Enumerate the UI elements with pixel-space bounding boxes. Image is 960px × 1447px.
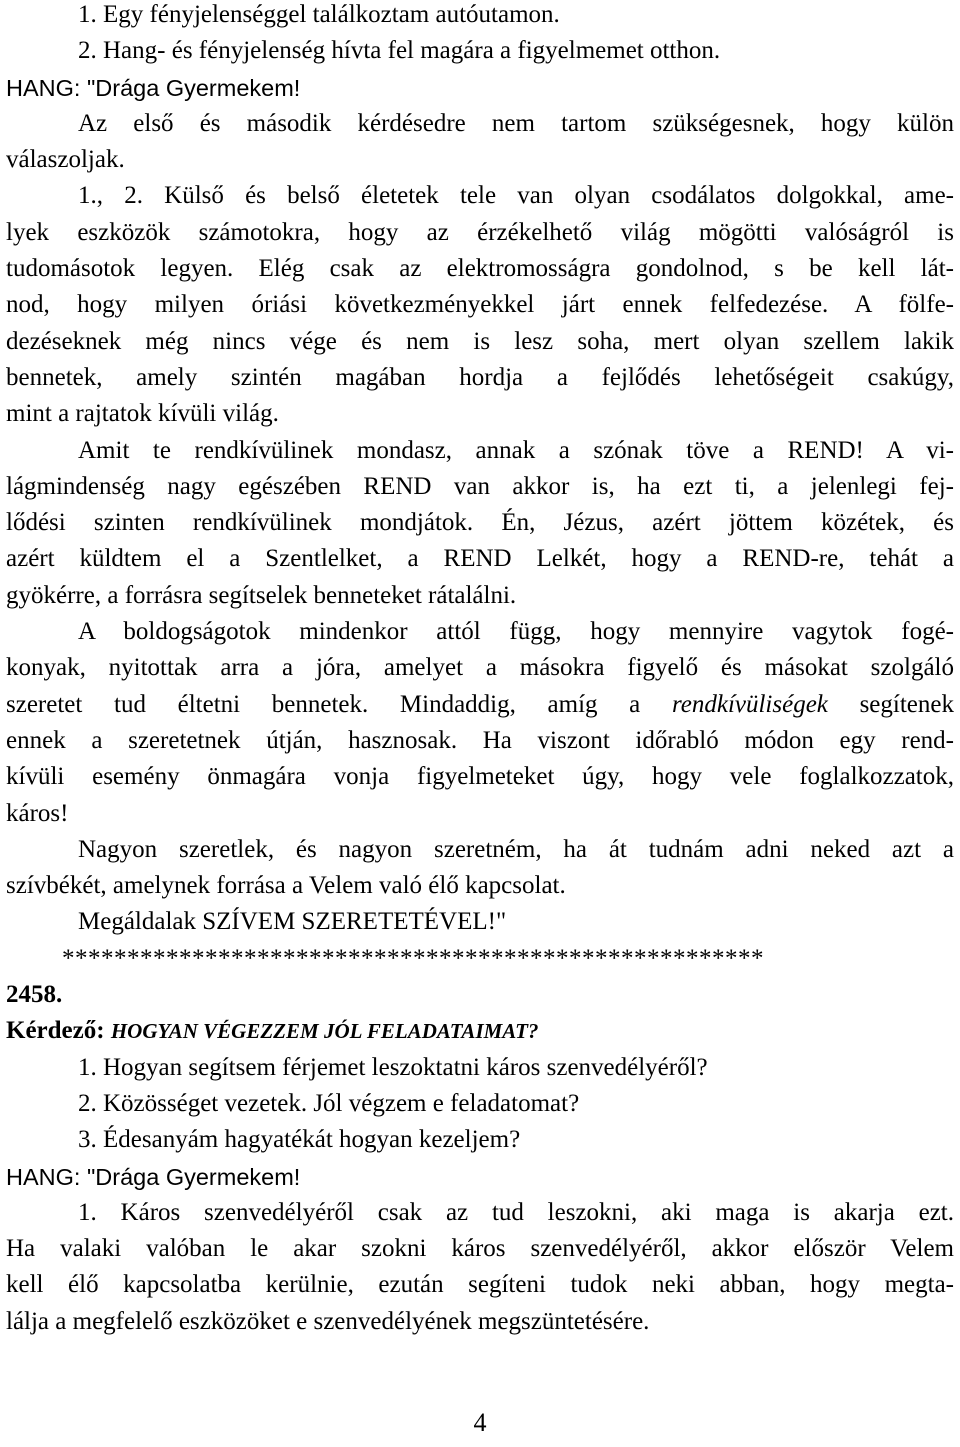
list-item: 2. Hang- és fényjelenség hívta fel magára a figyelmemet otthon. (78, 37, 721, 65)
paragraph-line: kívüli esemény önmagára vonja figyelmeteket úgy, hogy vele foglalkozzatok, (6, 763, 954, 791)
paragraph-line: 1., 2. Külső és belső életetek tele van olyan csodálatos dolgokkal, ame- (78, 182, 954, 210)
paragraph-line: lyek eszközök számotokra, hogy az érzékelhető világ mögötti valóságról is (6, 218, 954, 246)
paragraph-line: szívbékét, amelynek forrása a Velem való élő kapcsolat. (6, 872, 566, 900)
paragraph-line: mint a rajtatok kívüli világ. (6, 400, 279, 428)
paragraph-line: Amit te rendkívülinek mondasz, annak a szónak töve a REND! A vi- (78, 436, 954, 464)
paragraph-line: kell élő kapcsolatba kerülnie, ezután segíteni tudok neki abban, hogy megta- (6, 1271, 954, 1299)
paragraph-line: bennetek, amely szintén magában hordja a fejlődés lehetőségeit csakúgy, (6, 363, 954, 391)
paragraph-line: gyökérre, a forrásra segítselek benneteket rátalálni. (6, 581, 517, 609)
question-item: 3. Édesanyám hagyatékát hogyan kezeljem? (78, 1126, 521, 1154)
hang-label: HANG: "Drága Gyermekem! (6, 1163, 301, 1190)
paragraph-line: A boldogságotok mindenkor attól függ, hogy mennyire vagytok fogé- (78, 618, 954, 646)
paragraph-line: Ha valaki valóban le akar szokni káros szenvedélyéről, akkor először Velem (6, 1235, 954, 1263)
paragraph-line: káros! (6, 799, 69, 827)
blessing-line: Megáldalak SZÍVEM SZERETETÉVEL!" (78, 908, 507, 936)
paragraph-line: ennek a szeretetnek útján, hasznosak. Ha viszont időrabló módon egy rend- (6, 726, 954, 754)
paragraph-line: nod, hogy milyen óriási következményekkel járt ennek felfedezése. A fölfe- (6, 291, 954, 319)
separator-stars: ****************************************************** (62, 944, 764, 972)
question-item: 2. Közösséget vezetek. Jól végzem e feladatomat? (78, 1089, 580, 1117)
paragraph-line: 1. Káros szenvedélyéről csak az tud leszokni, aki maga is akarja ezt. (78, 1198, 954, 1226)
paragraph-line: lágmindenség nagy egészében REND van akkor is, ha ezt ti, a jelenlegi fej- (6, 472, 954, 500)
question-heading (6, 1013, 954, 1049)
emphasis-text: rendkívüliségek (671, 690, 828, 718)
paragraph-line: tudomásotok legyen. Elég csak az elektromosságra gondolnod, s be kell lát- (6, 255, 954, 283)
page-number: 4 (473, 1408, 487, 1437)
paragraph-line: azért küldtem el a Szentlelket, a REND Lelkét, hogy a REND-re, tehát a (6, 545, 954, 573)
questioner-label: Kérdező: (6, 1017, 105, 1045)
paragraph-line: lődési szinten rendkívülinek mondjátok. Én, Jézus, azért jöttem közétek, és (6, 509, 954, 537)
paragraph-line: Az első és második kérdésedre nem tartom szükségesnek, hogy külön (78, 109, 954, 137)
paragraph-line: konyak, nyitottak arra a jóra, amelyet a másokra figyelő és másokat szolgáló (6, 654, 954, 682)
paragraph-line (6, 687, 954, 723)
paragraph-line: lálja a megfelelő eszközöket e szenvedélyének megszüntetésére. (6, 1307, 650, 1335)
paragraph-line: Nagyon szeretlek, és nagyon szeretném, ha át tudnám adni neked azt a (78, 835, 954, 863)
question-item: 1. Hogyan segítsem férjemet leszoktatni káros szenvedélyéről? (78, 1053, 708, 1081)
page-body (6, 0, 954, 1340)
hang-label: HANG: "Drága Gyermekem! (6, 74, 301, 101)
section-number: 2458. (6, 981, 63, 1009)
text-run: szeretet tud éltetni bennetek. Mindaddig, amíg a (6, 690, 672, 718)
text-run: segítenek (827, 690, 954, 718)
question-title: HOGYAN VÉGEZZEM JÓL FELADATAIMAT? (110, 1019, 539, 1044)
paragraph-line: válaszoljak. (6, 146, 125, 174)
list-item: 1. Egy fényjelenséggel találkoztam autóutamon. (78, 1, 560, 28)
paragraph-line: dezéseknek még nincs vége és nem is lesz soha, mert olyan szellem lakik (6, 327, 954, 355)
